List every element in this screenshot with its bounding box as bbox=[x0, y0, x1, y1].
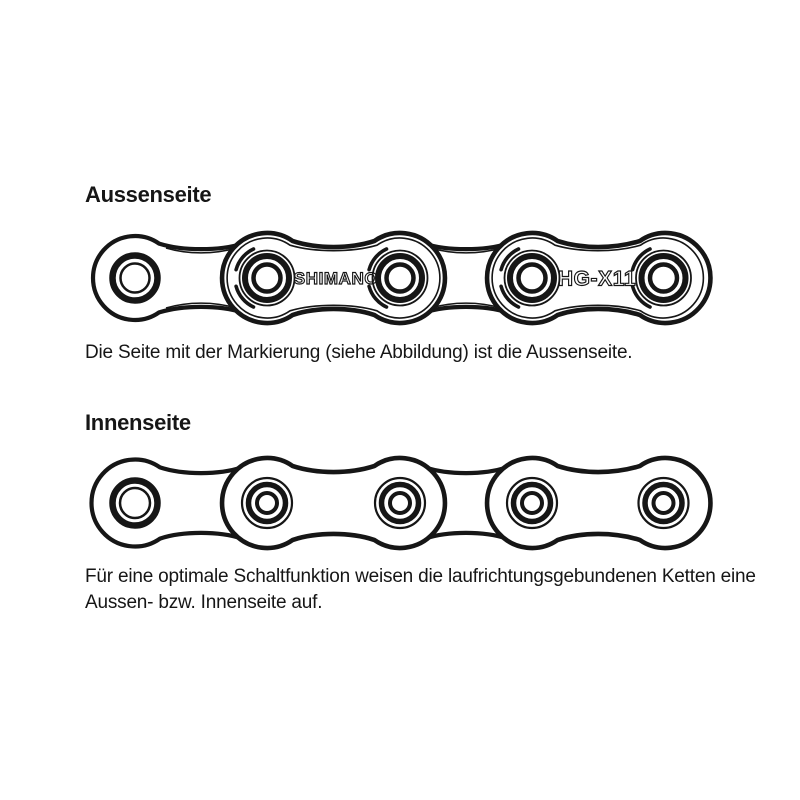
inner-side-caption bbox=[85, 564, 756, 616]
model-marking-label: HG-X11 bbox=[557, 267, 637, 291]
inner-caption-line-2: Aussen- bzw. Innenseite auf. bbox=[85, 592, 323, 613]
inner-caption-line-1: Für eine optimale Schaltfunktion weisen die laufrichtungsgebundenen Ketten eine bbox=[85, 566, 756, 587]
shimano-marking-label: SHIMANO bbox=[293, 269, 379, 288]
outer-side-caption: Die Seite mit der Markierung (siehe Abbildung) ist die Aussenseite. bbox=[85, 342, 633, 363]
inner-chain-illustration bbox=[78, 449, 728, 561]
outer-chain-illustration bbox=[78, 224, 728, 336]
outer-side-heading: Aussenseite bbox=[85, 182, 212, 207]
inner-side-heading: Innenseite bbox=[85, 410, 191, 435]
